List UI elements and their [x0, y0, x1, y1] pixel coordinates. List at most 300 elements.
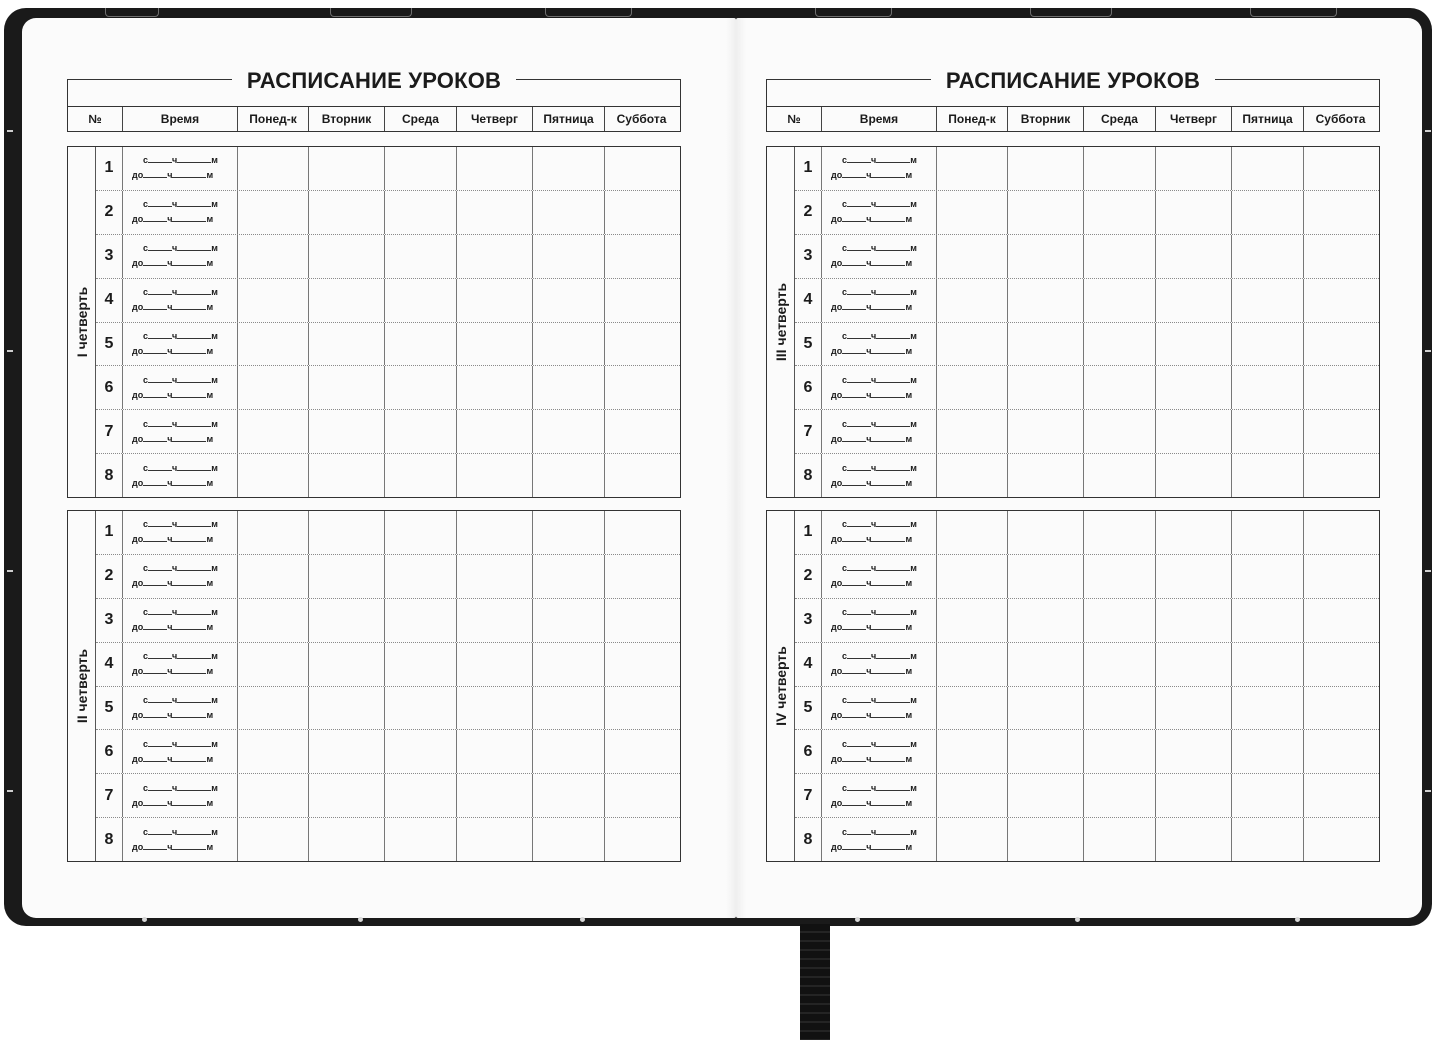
lesson-cell[interactable]	[308, 774, 384, 817]
lesson-cell[interactable]	[936, 555, 1007, 598]
lesson-cell[interactable]	[308, 555, 384, 598]
lesson-cell[interactable]	[936, 323, 1007, 366]
lesson-cell[interactable]	[1155, 774, 1231, 817]
lesson-cell[interactable]	[1007, 511, 1083, 554]
minute-blank[interactable]	[871, 576, 905, 586]
lesson-cell[interactable]	[1155, 147, 1231, 190]
lesson-cell[interactable]	[1007, 410, 1083, 453]
hour-blank[interactable]	[847, 517, 871, 527]
lesson-cell[interactable]	[1231, 410, 1303, 453]
lesson-cell[interactable]	[1007, 323, 1083, 366]
hour-blank[interactable]	[847, 153, 871, 163]
lesson-cell[interactable]	[1231, 366, 1303, 409]
lesson-time-cell[interactable]	[821, 555, 936, 598]
hour-blank[interactable]	[842, 620, 866, 630]
lesson-cell[interactable]	[237, 774, 308, 817]
lesson-cell[interactable]	[1155, 643, 1231, 686]
lesson-cell[interactable]	[1007, 279, 1083, 322]
minute-blank[interactable]	[876, 241, 910, 251]
lesson-cell[interactable]	[1303, 410, 1379, 453]
minute-blank[interactable]	[871, 432, 905, 442]
minute-blank[interactable]	[876, 153, 910, 163]
lesson-cell[interactable]	[237, 235, 308, 278]
minute-blank[interactable]	[177, 285, 211, 295]
lesson-cell[interactable]	[1007, 774, 1083, 817]
lesson-time-cell[interactable]	[821, 511, 936, 554]
lesson-cell[interactable]	[1155, 687, 1231, 730]
lesson-cell[interactable]	[237, 323, 308, 366]
lesson-cell[interactable]	[532, 147, 604, 190]
hour-blank[interactable]	[143, 344, 167, 354]
minute-blank[interactable]	[177, 693, 211, 703]
lesson-cell[interactable]	[308, 191, 384, 234]
minute-blank[interactable]	[871, 300, 905, 310]
lesson-cell[interactable]	[384, 599, 456, 642]
hour-blank[interactable]	[143, 708, 167, 718]
lesson-cell[interactable]	[456, 555, 532, 598]
minute-blank[interactable]	[876, 693, 910, 703]
minute-blank[interactable]	[876, 781, 910, 791]
hour-blank[interactable]	[148, 693, 172, 703]
lesson-time-cell[interactable]	[821, 147, 936, 190]
minute-blank[interactable]	[177, 781, 211, 791]
minute-blank[interactable]	[876, 373, 910, 383]
lesson-cell[interactable]	[1083, 730, 1155, 773]
minute-blank[interactable]	[177, 517, 211, 527]
lesson-cell[interactable]	[1007, 366, 1083, 409]
lesson-time-cell[interactable]	[122, 147, 237, 190]
lesson-cell[interactable]	[237, 599, 308, 642]
lesson-cell[interactable]	[1231, 687, 1303, 730]
minute-blank[interactable]	[177, 561, 211, 571]
lesson-cell[interactable]	[604, 147, 680, 190]
hour-blank[interactable]	[847, 825, 871, 835]
lesson-cell[interactable]	[456, 279, 532, 322]
lesson-cell[interactable]	[237, 366, 308, 409]
lesson-cell[interactable]	[237, 511, 308, 554]
lesson-cell[interactable]	[456, 599, 532, 642]
lesson-cell[interactable]	[384, 235, 456, 278]
lesson-cell[interactable]	[237, 818, 308, 861]
lesson-time-cell[interactable]	[821, 687, 936, 730]
lesson-cell[interactable]	[1303, 454, 1379, 497]
lesson-cell[interactable]	[308, 147, 384, 190]
minute-blank[interactable]	[172, 532, 206, 542]
minute-blank[interactable]	[871, 708, 905, 718]
lesson-time-cell[interactable]	[122, 235, 237, 278]
lesson-cell[interactable]	[1155, 454, 1231, 497]
minute-blank[interactable]	[876, 285, 910, 295]
lesson-cell[interactable]	[384, 511, 456, 554]
lesson-cell[interactable]	[456, 818, 532, 861]
lesson-cell[interactable]	[1303, 147, 1379, 190]
lesson-cell[interactable]	[604, 555, 680, 598]
minute-blank[interactable]	[177, 737, 211, 747]
lesson-cell[interactable]	[1231, 454, 1303, 497]
lesson-cell[interactable]	[1007, 555, 1083, 598]
lesson-cell[interactable]	[384, 774, 456, 817]
lesson-cell[interactable]	[532, 323, 604, 366]
minute-blank[interactable]	[177, 461, 211, 471]
minute-blank[interactable]	[871, 476, 905, 486]
lesson-cell[interactable]	[936, 730, 1007, 773]
minute-blank[interactable]	[871, 840, 905, 850]
minute-blank[interactable]	[876, 417, 910, 427]
lesson-time-cell[interactable]	[122, 454, 237, 497]
lesson-cell[interactable]	[1083, 511, 1155, 554]
minute-blank[interactable]	[177, 605, 211, 615]
lesson-cell[interactable]	[237, 454, 308, 497]
lesson-cell[interactable]	[936, 191, 1007, 234]
lesson-cell[interactable]	[1155, 818, 1231, 861]
minute-blank[interactable]	[172, 796, 206, 806]
lesson-time-cell[interactable]	[122, 643, 237, 686]
lesson-cell[interactable]	[1231, 279, 1303, 322]
hour-blank[interactable]	[847, 285, 871, 295]
lesson-cell[interactable]	[1007, 818, 1083, 861]
lesson-time-cell[interactable]	[122, 279, 237, 322]
lesson-cell[interactable]	[532, 279, 604, 322]
lesson-time-cell[interactable]	[122, 687, 237, 730]
lesson-cell[interactable]	[604, 643, 680, 686]
hour-blank[interactable]	[148, 373, 172, 383]
lesson-time-cell[interactable]	[821, 191, 936, 234]
hour-blank[interactable]	[847, 329, 871, 339]
lesson-cell[interactable]	[308, 366, 384, 409]
lesson-cell[interactable]	[1303, 643, 1379, 686]
lesson-cell[interactable]	[1231, 818, 1303, 861]
lesson-cell[interactable]	[936, 454, 1007, 497]
lesson-cell[interactable]	[604, 818, 680, 861]
lesson-cell[interactable]	[936, 366, 1007, 409]
minute-blank[interactable]	[876, 737, 910, 747]
lesson-cell[interactable]	[1083, 191, 1155, 234]
lesson-cell[interactable]	[1155, 366, 1231, 409]
lesson-cell[interactable]	[1303, 687, 1379, 730]
hour-blank[interactable]	[148, 197, 172, 207]
minute-blank[interactable]	[177, 825, 211, 835]
lesson-cell[interactable]	[308, 687, 384, 730]
minute-blank[interactable]	[871, 664, 905, 674]
lesson-time-cell[interactable]	[821, 774, 936, 817]
lesson-cell[interactable]	[1083, 643, 1155, 686]
lesson-cell[interactable]	[532, 191, 604, 234]
lesson-cell[interactable]	[1303, 323, 1379, 366]
hour-blank[interactable]	[148, 561, 172, 571]
hour-blank[interactable]	[842, 708, 866, 718]
lesson-cell[interactable]	[237, 147, 308, 190]
lesson-cell[interactable]	[936, 410, 1007, 453]
lesson-cell[interactable]	[532, 511, 604, 554]
lesson-cell[interactable]	[1007, 235, 1083, 278]
minute-blank[interactable]	[172, 388, 206, 398]
lesson-cell[interactable]	[936, 279, 1007, 322]
minute-blank[interactable]	[177, 329, 211, 339]
hour-blank[interactable]	[842, 168, 866, 178]
minute-blank[interactable]	[177, 373, 211, 383]
lesson-cell[interactable]	[1155, 599, 1231, 642]
minute-blank[interactable]	[871, 796, 905, 806]
hour-blank[interactable]	[842, 752, 866, 762]
lesson-cell[interactable]	[532, 774, 604, 817]
lesson-cell[interactable]	[1303, 555, 1379, 598]
lesson-cell[interactable]	[1007, 730, 1083, 773]
hour-blank[interactable]	[842, 212, 866, 222]
hour-blank[interactable]	[842, 344, 866, 354]
lesson-cell[interactable]	[456, 643, 532, 686]
lesson-cell[interactable]	[456, 147, 532, 190]
lesson-time-cell[interactable]	[821, 410, 936, 453]
lesson-cell[interactable]	[1007, 191, 1083, 234]
lesson-cell[interactable]	[384, 818, 456, 861]
lesson-cell[interactable]	[1231, 511, 1303, 554]
lesson-cell[interactable]	[1155, 191, 1231, 234]
lesson-cell[interactable]	[1007, 147, 1083, 190]
hour-blank[interactable]	[143, 532, 167, 542]
lesson-cell[interactable]	[456, 511, 532, 554]
hour-blank[interactable]	[847, 197, 871, 207]
lesson-cell[interactable]	[1083, 279, 1155, 322]
lesson-time-cell[interactable]	[122, 511, 237, 554]
lesson-cell[interactable]	[237, 730, 308, 773]
lesson-cell[interactable]	[1231, 323, 1303, 366]
lesson-cell[interactable]	[456, 191, 532, 234]
lesson-cell[interactable]	[1303, 279, 1379, 322]
lesson-cell[interactable]	[1083, 774, 1155, 817]
lesson-cell[interactable]	[1083, 687, 1155, 730]
minute-blank[interactable]	[876, 461, 910, 471]
hour-blank[interactable]	[143, 212, 167, 222]
lesson-cell[interactable]	[1231, 191, 1303, 234]
minute-blank[interactable]	[876, 561, 910, 571]
minute-blank[interactable]	[876, 825, 910, 835]
lesson-cell[interactable]	[604, 410, 680, 453]
hour-blank[interactable]	[143, 256, 167, 266]
minute-blank[interactable]	[876, 605, 910, 615]
minute-blank[interactable]	[876, 197, 910, 207]
hour-blank[interactable]	[847, 241, 871, 251]
lesson-cell[interactable]	[1231, 599, 1303, 642]
lesson-cell[interactable]	[1231, 235, 1303, 278]
lesson-cell[interactable]	[384, 323, 456, 366]
lesson-cell[interactable]	[1303, 191, 1379, 234]
minute-blank[interactable]	[172, 840, 206, 850]
lesson-cell[interactable]	[456, 454, 532, 497]
lesson-cell[interactable]	[456, 730, 532, 773]
hour-blank[interactable]	[148, 153, 172, 163]
lesson-cell[interactable]	[308, 323, 384, 366]
lesson-cell[interactable]	[308, 599, 384, 642]
minute-blank[interactable]	[172, 212, 206, 222]
hour-blank[interactable]	[148, 825, 172, 835]
minute-blank[interactable]	[871, 752, 905, 762]
lesson-cell[interactable]	[604, 454, 680, 497]
lesson-cell[interactable]	[456, 687, 532, 730]
lesson-cell[interactable]	[532, 730, 604, 773]
lesson-cell[interactable]	[532, 643, 604, 686]
hour-blank[interactable]	[148, 781, 172, 791]
lesson-time-cell[interactable]	[821, 730, 936, 773]
lesson-cell[interactable]	[237, 643, 308, 686]
hour-blank[interactable]	[842, 796, 866, 806]
minute-blank[interactable]	[871, 256, 905, 266]
hour-blank[interactable]	[143, 476, 167, 486]
lesson-cell[interactable]	[1231, 147, 1303, 190]
hour-blank[interactable]	[847, 781, 871, 791]
minute-blank[interactable]	[177, 649, 211, 659]
minute-blank[interactable]	[871, 212, 905, 222]
lesson-time-cell[interactable]	[122, 774, 237, 817]
lesson-time-cell[interactable]	[821, 454, 936, 497]
lesson-cell[interactable]	[936, 147, 1007, 190]
minute-blank[interactable]	[876, 649, 910, 659]
minute-blank[interactable]	[177, 241, 211, 251]
hour-blank[interactable]	[143, 388, 167, 398]
lesson-time-cell[interactable]	[122, 599, 237, 642]
hour-blank[interactable]	[842, 840, 866, 850]
lesson-cell[interactable]	[936, 599, 1007, 642]
lesson-cell[interactable]	[1007, 687, 1083, 730]
hour-blank[interactable]	[847, 605, 871, 615]
lesson-cell[interactable]	[384, 279, 456, 322]
lesson-time-cell[interactable]	[122, 818, 237, 861]
lesson-cell[interactable]	[1007, 599, 1083, 642]
lesson-cell[interactable]	[1083, 818, 1155, 861]
lesson-cell[interactable]	[1303, 366, 1379, 409]
lesson-cell[interactable]	[1155, 279, 1231, 322]
minute-blank[interactable]	[172, 256, 206, 266]
minute-blank[interactable]	[871, 620, 905, 630]
lesson-cell[interactable]	[604, 687, 680, 730]
lesson-cell[interactable]	[1231, 555, 1303, 598]
lesson-cell[interactable]	[1083, 599, 1155, 642]
lesson-cell[interactable]	[237, 410, 308, 453]
lesson-cell[interactable]	[1155, 235, 1231, 278]
hour-blank[interactable]	[847, 417, 871, 427]
minute-blank[interactable]	[177, 417, 211, 427]
hour-blank[interactable]	[148, 241, 172, 251]
lesson-cell[interactable]	[1303, 730, 1379, 773]
lesson-cell[interactable]	[1155, 511, 1231, 554]
hour-blank[interactable]	[847, 373, 871, 383]
lesson-cell[interactable]	[384, 555, 456, 598]
lesson-cell[interactable]	[384, 191, 456, 234]
lesson-cell[interactable]	[532, 454, 604, 497]
lesson-cell[interactable]	[308, 818, 384, 861]
lesson-cell[interactable]	[604, 323, 680, 366]
hour-blank[interactable]	[143, 664, 167, 674]
minute-blank[interactable]	[172, 620, 206, 630]
minute-blank[interactable]	[172, 476, 206, 486]
lesson-cell[interactable]	[604, 730, 680, 773]
lesson-cell[interactable]	[1231, 643, 1303, 686]
lesson-cell[interactable]	[308, 643, 384, 686]
lesson-cell[interactable]	[1083, 147, 1155, 190]
lesson-cell[interactable]	[384, 147, 456, 190]
minute-blank[interactable]	[871, 388, 905, 398]
hour-blank[interactable]	[143, 796, 167, 806]
lesson-cell[interactable]	[308, 454, 384, 497]
lesson-cell[interactable]	[1155, 555, 1231, 598]
lesson-cell[interactable]	[532, 235, 604, 278]
lesson-cell[interactable]	[308, 235, 384, 278]
lesson-time-cell[interactable]	[821, 818, 936, 861]
lesson-cell[interactable]	[308, 279, 384, 322]
hour-blank[interactable]	[842, 532, 866, 542]
lesson-time-cell[interactable]	[122, 730, 237, 773]
lesson-cell[interactable]	[1303, 599, 1379, 642]
hour-blank[interactable]	[842, 256, 866, 266]
lesson-time-cell[interactable]	[122, 410, 237, 453]
minute-blank[interactable]	[172, 344, 206, 354]
lesson-time-cell[interactable]	[122, 555, 237, 598]
lesson-time-cell[interactable]	[821, 599, 936, 642]
minute-blank[interactable]	[172, 752, 206, 762]
lesson-cell[interactable]	[237, 191, 308, 234]
hour-blank[interactable]	[847, 461, 871, 471]
lesson-time-cell[interactable]	[122, 323, 237, 366]
hour-blank[interactable]	[847, 649, 871, 659]
lesson-time-cell[interactable]	[821, 235, 936, 278]
lesson-cell[interactable]	[384, 730, 456, 773]
hour-blank[interactable]	[148, 461, 172, 471]
lesson-cell[interactable]	[1303, 511, 1379, 554]
lesson-cell[interactable]	[1007, 643, 1083, 686]
hour-blank[interactable]	[842, 576, 866, 586]
minute-blank[interactable]	[876, 329, 910, 339]
hour-blank[interactable]	[143, 620, 167, 630]
lesson-cell[interactable]	[604, 235, 680, 278]
minute-blank[interactable]	[172, 664, 206, 674]
minute-blank[interactable]	[876, 517, 910, 527]
minute-blank[interactable]	[177, 197, 211, 207]
hour-blank[interactable]	[143, 300, 167, 310]
lesson-time-cell[interactable]	[122, 191, 237, 234]
lesson-cell[interactable]	[384, 410, 456, 453]
hour-blank[interactable]	[847, 737, 871, 747]
lesson-cell[interactable]	[604, 511, 680, 554]
lesson-time-cell[interactable]	[821, 323, 936, 366]
lesson-cell[interactable]	[936, 511, 1007, 554]
lesson-cell[interactable]	[604, 599, 680, 642]
hour-blank[interactable]	[842, 476, 866, 486]
lesson-cell[interactable]	[237, 279, 308, 322]
lesson-time-cell[interactable]	[821, 643, 936, 686]
hour-blank[interactable]	[143, 840, 167, 850]
lesson-cell[interactable]	[532, 818, 604, 861]
lesson-cell[interactable]	[1083, 235, 1155, 278]
lesson-cell[interactable]	[384, 643, 456, 686]
minute-blank[interactable]	[172, 576, 206, 586]
lesson-cell[interactable]	[1231, 730, 1303, 773]
lesson-cell[interactable]	[384, 687, 456, 730]
lesson-time-cell[interactable]	[122, 366, 237, 409]
lesson-cell[interactable]	[532, 366, 604, 409]
lesson-cell[interactable]	[1155, 323, 1231, 366]
lesson-cell[interactable]	[308, 511, 384, 554]
lesson-cell[interactable]	[936, 687, 1007, 730]
lesson-cell[interactable]	[936, 235, 1007, 278]
hour-blank[interactable]	[148, 737, 172, 747]
lesson-cell[interactable]	[384, 454, 456, 497]
hour-blank[interactable]	[842, 664, 866, 674]
lesson-cell[interactable]	[1303, 818, 1379, 861]
lesson-cell[interactable]	[1083, 323, 1155, 366]
lesson-cell[interactable]	[936, 774, 1007, 817]
lesson-cell[interactable]	[1083, 366, 1155, 409]
lesson-cell[interactable]	[237, 687, 308, 730]
lesson-cell[interactable]	[237, 555, 308, 598]
